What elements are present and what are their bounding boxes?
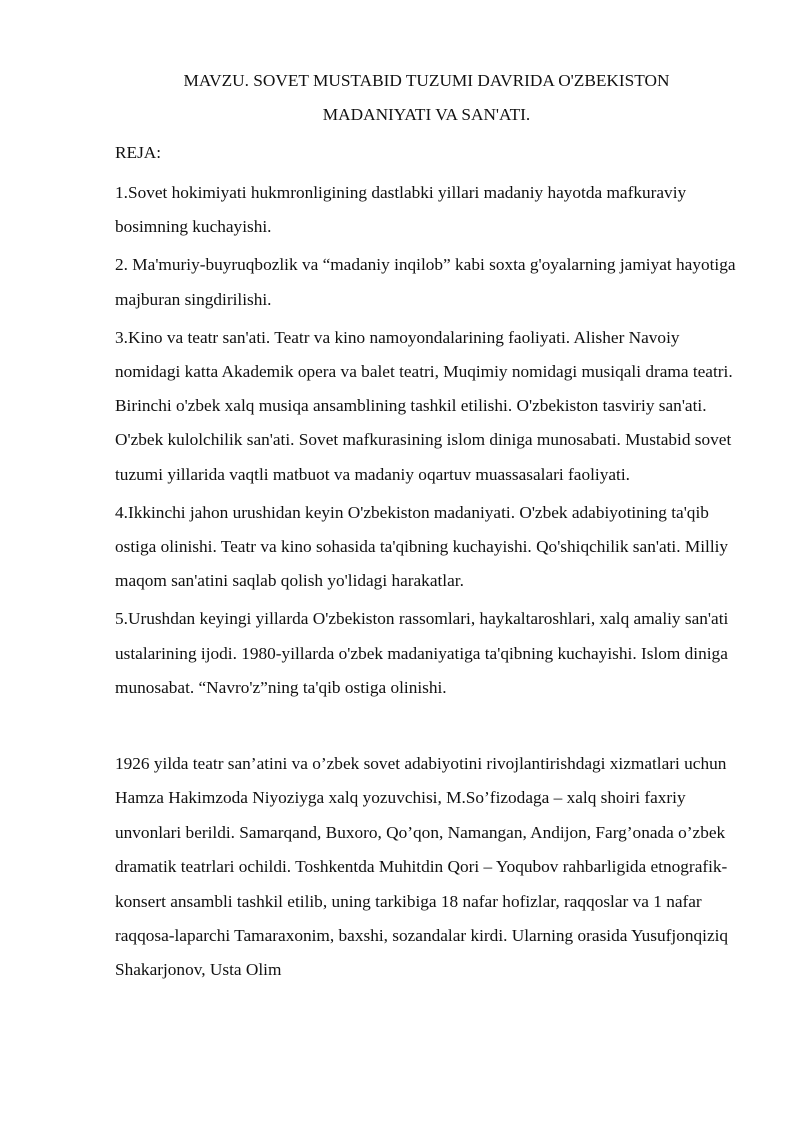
section-spacer <box>115 709 744 747</box>
plan-item-4: 4.Ikkinchi jahon urushidan keyin O'zbekiston madaniyati. O'zbek adabiyotining ta'qib ostiga olinishi. Teatr va kino sohasida ta'qibning kuchayishi. Qo'shiqchilik san'ati. Milliy maqom san'atini saqlab qolish yo'lidagi harakatlar. <box>115 502 729 591</box>
title-line-1: MAVZU. SOVET MUSTABID TUZUMI DAVRIDA O'ZBEKISTON <box>183 71 670 90</box>
plan-item-5: 5.Urushdan keyingi yillarda O'zbekiston rassomlari, haykaltaroshlari, xalq amaliy san'ati ustalarining ijodi. 1980-yillarda o'zbek madaniyatiga ta'qibning kuchayishi. Islom diniga munosabat. “Navro'z”ning ta'qib ostiga olinishi. <box>115 609 729 697</box>
plan-heading: REJA: <box>115 143 162 162</box>
title-line-2: MADANIYATI VA SAN'ATI. <box>322 105 531 124</box>
plan-item-2: 2. Ma'muriy-buyruqbozlik va “madaniy inqilob” kabi soxta g'oyalarning jamiyat hayotiga majburan singdirilishi. <box>115 255 736 309</box>
plan-item-3: 3.Kino va teatr san'ati. Teatr va kino namoyondalarining faoliyati. Alisher Navoiy nomidagi katta Akademik opera va balet teatri, Muqimiy nomidagi musiqali drama teatri. Birinchi o'zbek xalq musiqa ansamblining tashkil etilishi. O'zbekiston tasviriy san'ati. O'zbek kulolchilik san'ati. Sovet mafkurasining islom diniga munosabati. Mustabid sovet tuzumi yillarida vaqtli matbuot va madaniy oqartuv muassasalari faoliyati. <box>115 327 733 484</box>
plan-item-1: 1.Sovet hokimiyati hukmronligining dastlabki yillari madaniy hayotda mafkuraviy bosimning kuchayishi. <box>115 183 687 237</box>
body-paragraph: 1926 yilda teatr san’atini va o’zbek sovet adabiyotini rivojlantirishdagi xizmatlari uchun Hamza Hakimzoda Niyoziyga xalq yozuvchisi, M.So’fizodaga – xalq shoiri faxriy unvonlari berildi. Samarqand, Buxoro, Qo’qon, Namangan, Andijon, Farg’onada o’zbek dramatik teatrlari ochildi. Toshkentda Muhitdin Qori – Yoqubov rahbarligida etnografik-konsert ansambli tashkil etilib, uning tarkibiga 18 nafar hofizlar, raqqoslar va 1 nafar raqqosa-laparchi Tamaraxonim, baxshi, sozandalar kirdi. Ularning orasida Yusufjonqiziq Shakarjonov, Usta Olim <box>115 754 729 980</box>
document-title <box>105 64 748 132</box>
